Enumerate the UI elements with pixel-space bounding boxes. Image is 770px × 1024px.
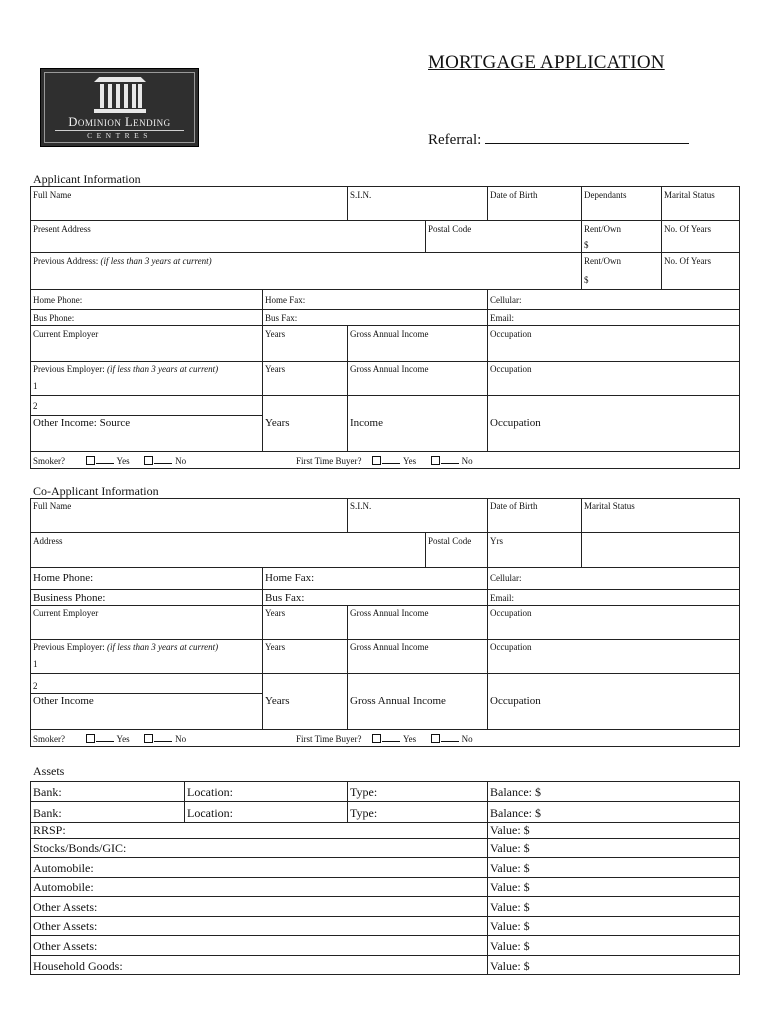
ftb-yes-checkbox[interactable] — [372, 456, 381, 465]
first-time-buyer-label: First Time Buyer? — [296, 456, 362, 466]
smoker-no-checkbox[interactable] — [144, 456, 153, 465]
co-other-years-label: Years — [265, 695, 290, 707]
co-address-label: Address — [33, 536, 63, 546]
ftb-no-checkbox[interactable] — [431, 456, 440, 465]
coapplicant-form-table — [30, 498, 740, 747]
page-title: MORTGAGE APPLICATION — [428, 52, 665, 73]
dominion-lending-logo — [40, 68, 199, 147]
other-assets-1-value-label: Value: $ — [490, 900, 530, 914]
other-assets-2-value-label: Value: $ — [490, 919, 530, 933]
co-gross-income-label: Gross Annual Income — [350, 608, 429, 618]
bank-1-label: Bank: — [33, 785, 62, 799]
co-occupation-label: Occupation — [490, 608, 532, 618]
full-name-label: Full Name — [33, 190, 72, 200]
bus-fax-label: Bus Fax: — [265, 313, 298, 323]
prev-rent-dollar-label: $ — [584, 275, 589, 285]
other-assets-2-label: Other Assets: — [33, 919, 98, 933]
co-first-time-buyer-label: First Time Buyer? — [296, 734, 362, 744]
other-income-source-label: Other Income: Source — [33, 417, 131, 429]
co-prev-occupation-label: Occupation — [490, 642, 532, 652]
income-label: Income — [350, 417, 383, 429]
referral-field[interactable] — [428, 131, 689, 149]
co-smoker-no-checkbox[interactable] — [144, 734, 153, 743]
rent-dollar-label: $ — [584, 240, 589, 250]
prev-employer-1-label: 1 — [33, 381, 38, 391]
no-of-years-label: No. Of Years — [664, 224, 711, 234]
co-smoker-label: Smoker? — [33, 734, 65, 744]
co-business-phone-label: Business Phone: — [33, 592, 106, 604]
home-phone-label: Home Phone: — [33, 295, 83, 305]
previous-address-label: Previous Address: (if less than 3 years at current) — [33, 256, 212, 266]
assets-section-title: Assets — [33, 764, 65, 778]
co-prev-years-label: Years — [265, 642, 286, 652]
co-years-label: Years — [265, 608, 286, 618]
bank-2-label: Bank: — [33, 806, 62, 820]
co-email-label: Email: — [490, 593, 514, 603]
co-marital-status-label: Marital Status — [584, 501, 635, 511]
co-ftb-yes-checkbox[interactable] — [372, 734, 381, 743]
applicant-section-title: Applicant Information — [33, 172, 141, 186]
automobile-1-value-label: Value: $ — [490, 861, 530, 875]
prev-gross-income-label: Gross Annual Income — [350, 364, 429, 374]
co-other-gross-income-label: Gross Annual Income — [350, 695, 446, 707]
co-home-fax-label: Home Fax: — [265, 572, 315, 584]
co-prev-employer-2-label: 2 — [33, 681, 38, 691]
cellular-label: Cellular: — [490, 295, 522, 305]
other-occupation-label: Occupation — [490, 417, 541, 429]
co-prev-employer-1-label: 1 — [33, 659, 38, 669]
prev-no-of-years-label: No. Of Years — [664, 256, 711, 266]
automobile-1-label: Automobile: — [33, 861, 94, 875]
household-goods-value-label: Value: $ — [490, 959, 530, 973]
rrsp-label: RRSP: — [33, 823, 66, 837]
co-postal-code-label: Postal Code — [428, 536, 472, 546]
co-full-name-label: Full Name — [33, 501, 72, 511]
coapplicant-section-title: Co-Applicant Information — [33, 484, 159, 498]
bus-phone-label: Bus Phone: — [33, 313, 75, 323]
co-smoker-yes-checkbox[interactable] — [86, 734, 95, 743]
type-2-label: Type: — [350, 806, 378, 820]
co-other-income-label: Other Income — [33, 695, 94, 707]
occupation-label: Occupation — [490, 329, 532, 339]
rrsp-value-label: Value: $ — [490, 823, 530, 837]
rent-own-label: Rent/Own — [584, 224, 621, 234]
home-fax-label: Home Fax: — [265, 295, 306, 305]
referral-label: Referral: — [428, 132, 482, 148]
email-label: Email: — [490, 313, 514, 323]
stocks-label: Stocks/Bonds/GIC: — [33, 841, 127, 855]
automobile-2-label: Automobile: — [33, 880, 94, 894]
co-sin-label: S.I.N. — [350, 501, 372, 511]
smoker-yes-checkbox[interactable] — [86, 456, 95, 465]
co-smoker-row: Smoker? Yes No — [33, 734, 187, 744]
assets-table — [30, 781, 740, 975]
referral-line[interactable] — [485, 131, 689, 144]
co-yrs-label: Yrs — [490, 536, 503, 546]
logo-name: Dominion Lending — [68, 115, 171, 129]
smoker-row: Smoker? Yes No — [33, 456, 187, 466]
co-first-time-buyer-row: First Time Buyer? Yes No — [296, 734, 473, 744]
sin-label: S.I.N. — [350, 190, 372, 200]
co-cellular-label: Cellular: — [490, 573, 522, 583]
previous-employer-label: Previous Employer: (if less than 3 years at current) — [33, 364, 219, 374]
household-goods-label: Household Goods: — [33, 959, 123, 973]
date-of-birth-label: Date of Birth — [490, 190, 538, 200]
co-ftb-no-checkbox[interactable] — [431, 734, 440, 743]
co-home-phone-label: Home Phone: — [33, 572, 94, 584]
current-employer-label: Current Employer — [33, 329, 99, 339]
automobile-2-value-label: Value: $ — [490, 880, 530, 894]
type-1-label: Type: — [350, 785, 378, 799]
co-previous-employer-label: Previous Employer: (if less than 3 years at current) — [33, 642, 219, 652]
stocks-value-label: Value: $ — [490, 841, 530, 855]
marital-status-label: Marital Status — [664, 190, 715, 200]
co-other-occupation-label: Occupation — [490, 695, 541, 707]
location-1-label: Location: — [187, 785, 233, 799]
balance-1-label: Balance: $ — [490, 785, 541, 799]
present-address-label: Present Address — [33, 224, 91, 234]
other-assets-3-label: Other Assets: — [33, 939, 98, 953]
prev-years-label: Years — [265, 364, 286, 374]
dependants-label: Dependants — [584, 190, 627, 200]
other-assets-1-label: Other Assets: — [33, 900, 98, 914]
prev-occupation-label: Occupation — [490, 364, 532, 374]
co-prev-gross-income-label: Gross Annual Income — [350, 642, 429, 652]
co-current-employer-label: Current Employer — [33, 608, 99, 618]
co-bus-fax-label: Bus Fax: — [265, 592, 305, 604]
years-label: Years — [265, 329, 286, 339]
balance-2-label: Balance: $ — [490, 806, 541, 820]
prev-employer-2-label: 2 — [33, 401, 38, 411]
location-2-label: Location: — [187, 806, 233, 820]
prev-rent-own-label: Rent/Own — [584, 256, 621, 266]
co-date-of-birth-label: Date of Birth — [490, 501, 538, 511]
other-assets-3-value-label: Value: $ — [490, 939, 530, 953]
other-years-label: Years — [265, 417, 290, 429]
gross-income-label: Gross Annual Income — [350, 329, 429, 339]
postal-code-label: Postal Code — [428, 224, 472, 234]
logo-subtitle: CENTRES — [87, 131, 152, 140]
applicant-form-table — [30, 186, 740, 469]
columns-building-icon — [94, 77, 146, 113]
smoker-label: Smoker? — [33, 456, 65, 466]
first-time-buyer-row: First Time Buyer? Yes No — [296, 456, 473, 466]
